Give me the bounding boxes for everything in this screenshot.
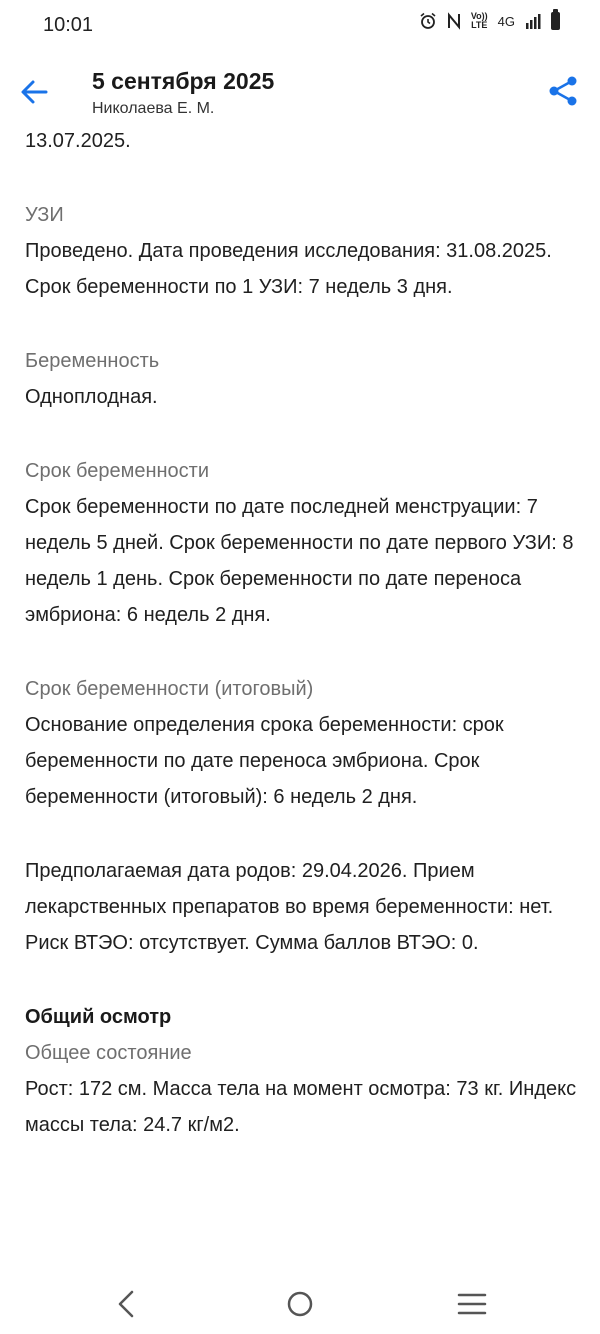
back-arrow-icon — [16, 72, 56, 112]
exam-heading: Общий осмотр — [25, 1006, 172, 1028]
exam-text: Рост: 172 см. Масса тела на момент осмотра: 73 кг. Индекс массы тела: 24.7 кг/м2. — [25, 1078, 577, 1136]
section-label-term-final: Срок беременности (итоговый) — [25, 678, 314, 700]
nav-home-button[interactable] — [280, 1284, 320, 1324]
share-button[interactable] — [546, 74, 580, 108]
alarm-icon — [419, 12, 437, 30]
chevron-left-icon — [106, 1284, 146, 1324]
4g-icon: 4G — [497, 13, 515, 29]
page-title: 5 сентября 2025 — [92, 68, 275, 94]
volte-icon: Vo)) LTE — [470, 11, 488, 30]
extra-text: Предполагаемая дата родов: 29.04.2026. Прием лекарственных препаратов во время беременности: нет. Риск ВТЭО: отсутствует. Сумма баллов ВТЭО: 0. — [25, 860, 554, 954]
top-fragment: 13.07.2025. — [25, 130, 131, 152]
section-label-pregnancy: Беременность — [25, 350, 160, 372]
nav-back-button[interactable] — [106, 1284, 146, 1324]
section-label-term: Срок беременности — [25, 460, 210, 482]
section-label-uzi: УЗИ — [25, 204, 64, 226]
menu-icon — [452, 1284, 492, 1324]
system-nav-bar — [0, 1270, 600, 1334]
page-subtitle: Николаева Е. М. — [92, 100, 215, 117]
section-text-term: Срок беременности по дате последней менструации: 7 недель 5 дней. Срок беременности по дате первого УЗИ: 8 недель 1 день. Срок беременности по дате переноса эмбриона: 6 недель 2 дня. — [25, 496, 574, 626]
battery-icon — [551, 12, 560, 30]
share-icon — [546, 74, 580, 108]
section-text-pregnancy: Одноплодная. — [25, 386, 158, 408]
section-text-term-final: Основание определения срока беременности: срок беременности по дате переноса эмбриона. Срок беременности (итоговый): 6 недель 2 дня. — [25, 714, 504, 808]
exam-label: Общее состояние — [25, 1042, 192, 1064]
signal-icon — [525, 13, 541, 29]
record-content — [25, 123, 581, 1143]
status-icons — [419, 12, 560, 30]
nfc-icon — [447, 12, 461, 30]
app-header — [0, 60, 600, 130]
back-button[interactable] — [16, 72, 56, 112]
section-text-uzi: Проведено. Дата проведения исследования: 31.08.2025. Срок беременности по 1 УЗИ: 7 недель 3 дня. — [25, 240, 552, 298]
nav-menu-button[interactable] — [452, 1284, 492, 1324]
home-circle-icon — [280, 1284, 320, 1324]
status-bar — [0, 0, 600, 50]
status-time: 10:01 — [43, 14, 94, 36]
